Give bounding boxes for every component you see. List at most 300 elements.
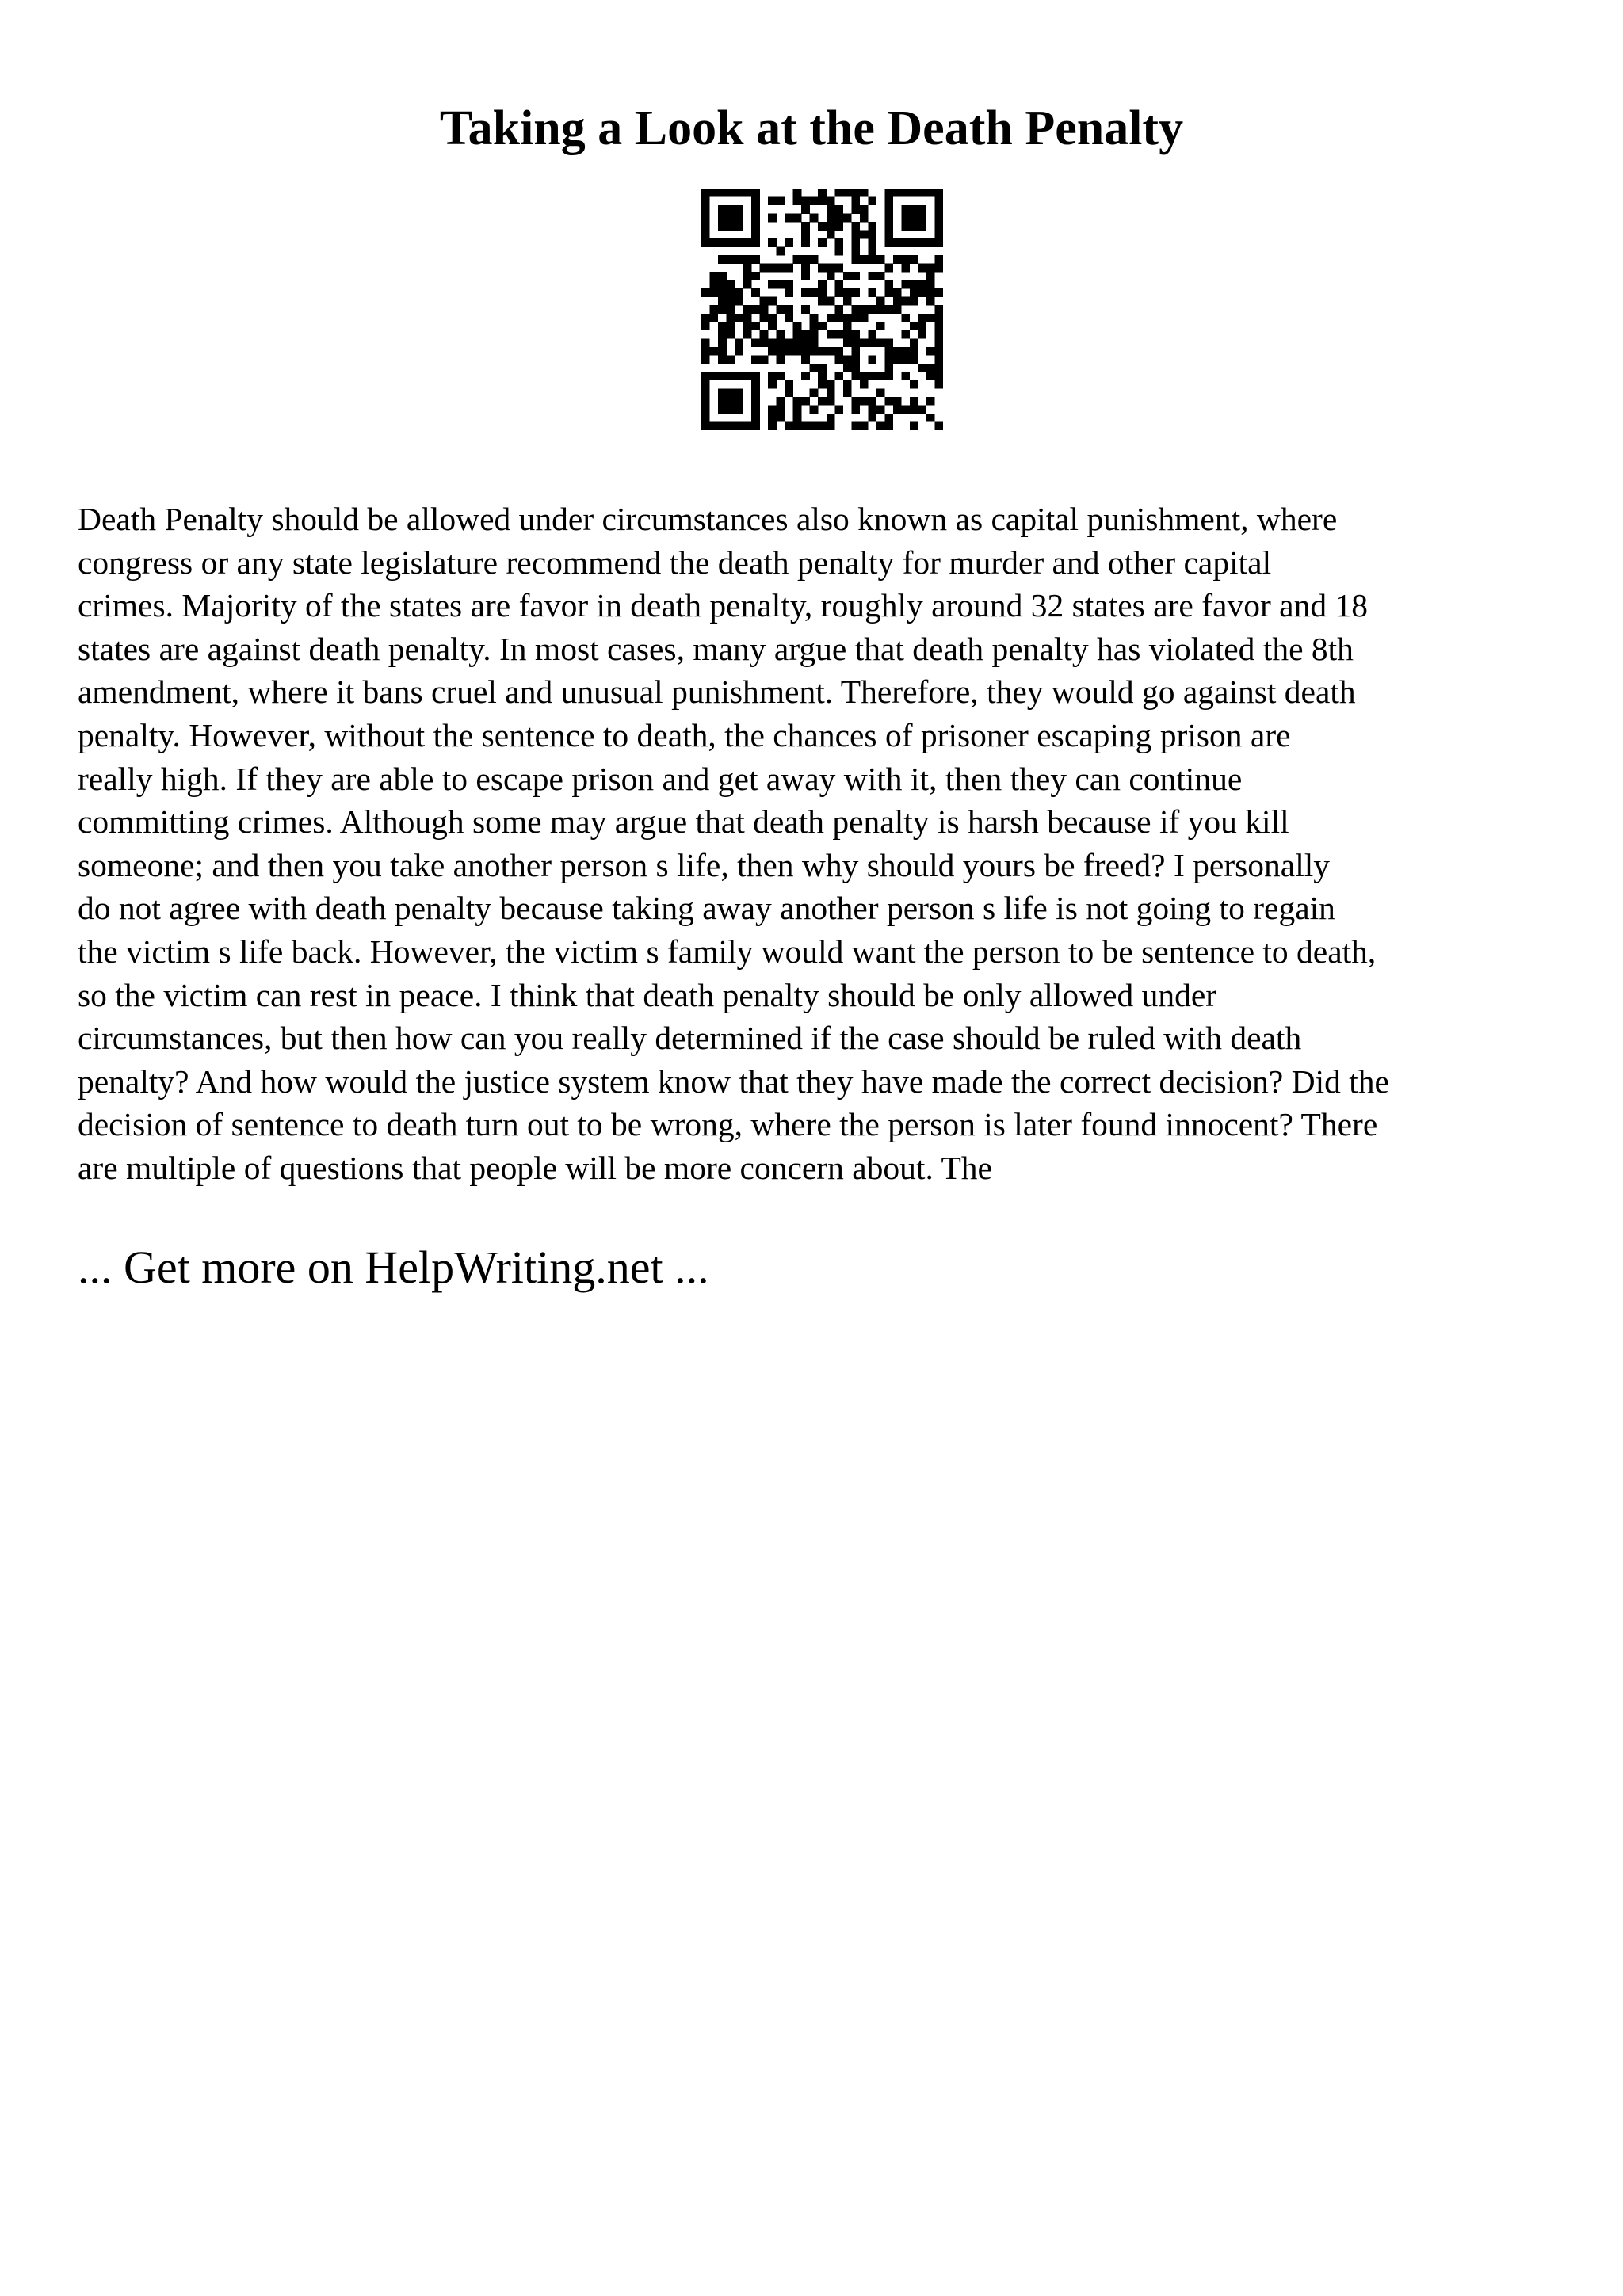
qr-module — [793, 189, 802, 197]
qr-module — [860, 397, 869, 406]
qr-module — [918, 330, 926, 339]
qr-module — [793, 214, 802, 223]
qr-module — [735, 297, 743, 306]
qr-module — [818, 322, 827, 330]
qr-module — [910, 222, 918, 231]
qr-module — [876, 255, 885, 264]
qr-module — [743, 255, 752, 264]
qr-module — [810, 214, 819, 223]
qr-module — [934, 231, 943, 239]
qr-module — [710, 280, 719, 289]
qr-module — [818, 364, 827, 372]
qr-module — [893, 288, 902, 297]
qr-module — [860, 338, 869, 347]
qr-module — [785, 305, 793, 314]
qr-module — [801, 347, 810, 356]
qr-module — [868, 231, 876, 239]
qr-module — [893, 397, 902, 406]
qr-module — [727, 280, 735, 289]
qr-module — [751, 405, 760, 414]
qr-module — [876, 338, 885, 347]
qr-module — [810, 288, 819, 297]
qr-module — [918, 264, 926, 273]
qr-module — [793, 338, 802, 347]
qr-module — [735, 372, 743, 380]
qr-module — [834, 305, 843, 314]
qr-module — [727, 397, 735, 406]
qr-module — [860, 205, 869, 214]
qr-module — [910, 405, 918, 414]
qr-module — [710, 347, 719, 356]
qr-module — [934, 421, 943, 430]
qr-module — [851, 364, 860, 372]
body-line: penalty. However, without the sentence to death, the chances of prisoner escaping prison are — [78, 716, 1291, 753]
qr-module — [860, 305, 869, 314]
qr-module — [801, 272, 810, 280]
qr-module — [893, 238, 902, 247]
qr-module — [751, 288, 760, 297]
body-line: the victim s life back. However, the victim s family would want the person to be sentence to death, — [78, 933, 1377, 970]
body-line: amendment, where it bans cruel and unusual punishment. Therefore, they would go against death — [78, 673, 1356, 711]
qr-module — [934, 189, 943, 197]
qr-module — [868, 272, 876, 280]
qr-module — [801, 264, 810, 273]
qr-module — [827, 297, 835, 306]
qr-module — [701, 414, 710, 422]
qr-module — [735, 288, 743, 297]
qr-module — [743, 305, 752, 314]
qr-module — [827, 197, 835, 206]
qr-module — [901, 297, 910, 306]
qr-module — [893, 355, 902, 364]
qr-module — [851, 372, 860, 380]
qr-module — [926, 414, 935, 422]
qr-module — [851, 231, 860, 239]
qr-module — [934, 314, 943, 322]
qr-module — [760, 305, 769, 314]
qr-module — [934, 255, 943, 264]
qr-module — [760, 338, 769, 347]
qr-module — [926, 238, 935, 247]
qr-module — [743, 314, 752, 322]
qr-module — [926, 397, 935, 406]
qr-module — [768, 405, 777, 414]
qr-module — [851, 238, 860, 247]
qr-module — [934, 330, 943, 339]
qr-module — [718, 255, 727, 264]
qr-module — [718, 288, 727, 297]
qr-module — [843, 322, 852, 330]
qr-module — [926, 264, 935, 273]
qr-module — [785, 388, 793, 397]
qr-module — [934, 338, 943, 347]
qr-module — [751, 372, 760, 380]
qr-module — [718, 421, 727, 430]
qr-module — [827, 347, 835, 356]
qr-module — [868, 338, 876, 347]
qr-module — [818, 347, 827, 356]
qr-module — [768, 238, 777, 247]
qr-module — [801, 238, 810, 247]
qr-module — [934, 380, 943, 389]
qr-module — [918, 214, 926, 223]
qr-module — [801, 330, 810, 339]
qr-module — [793, 197, 802, 206]
body-line: are multiple of questions that people will be more concern about. The — [78, 1149, 992, 1186]
qr-module — [876, 305, 885, 314]
qr-module — [834, 330, 843, 339]
qr-module — [884, 372, 893, 380]
qr-module — [751, 380, 760, 389]
qr-module — [810, 388, 819, 397]
qr-module — [727, 222, 735, 231]
qr-module — [827, 397, 835, 406]
qr-module — [793, 255, 802, 264]
body-paragraph — [78, 498, 1560, 1190]
qr-module — [793, 414, 802, 422]
qr-module — [727, 372, 735, 380]
qr-module — [843, 330, 852, 339]
qr-module — [727, 388, 735, 397]
qr-module — [727, 255, 735, 264]
qr-module — [884, 414, 893, 422]
qr-module — [926, 314, 935, 322]
qr-module — [834, 288, 843, 297]
qr-module — [851, 272, 860, 280]
qr-module — [801, 372, 810, 380]
qr-module — [701, 197, 710, 206]
qr-module — [884, 280, 893, 289]
body-line: crimes. Majority of the states are favor in death penalty, roughly around 32 states are favor and 18 — [78, 587, 1368, 624]
qr-module — [701, 338, 710, 347]
qr-module — [868, 238, 876, 247]
qr-module — [884, 205, 893, 214]
qr-module — [884, 231, 893, 239]
qr-module — [901, 355, 910, 364]
qr-module — [818, 189, 827, 197]
qr-module — [893, 347, 902, 356]
qr-module — [718, 214, 727, 223]
qr-module — [827, 330, 835, 339]
qr-module — [768, 264, 777, 273]
qr-module — [718, 322, 727, 330]
qr-module — [868, 197, 876, 206]
qr-module — [768, 414, 777, 422]
qr-module — [727, 330, 735, 339]
qr-module — [851, 205, 860, 214]
qr-module — [810, 405, 819, 414]
qr-module — [701, 405, 710, 414]
qr-module — [834, 314, 843, 322]
qr-module — [818, 280, 827, 289]
qr-module — [926, 347, 935, 356]
body-line: do not agree with death penalty because taking away another person s life is not going to regain — [78, 890, 1335, 927]
qr-module — [768, 421, 777, 430]
qr-module — [884, 189, 893, 197]
qr-module — [801, 255, 810, 264]
qr-module — [785, 421, 793, 430]
qr-module — [818, 372, 827, 380]
qr-module — [918, 280, 926, 289]
qr-module — [884, 264, 893, 273]
qr-module — [793, 330, 802, 339]
qr-module — [934, 238, 943, 247]
qr-module — [843, 364, 852, 372]
qr-module — [768, 372, 777, 380]
qr-module — [751, 238, 760, 247]
qr-module — [743, 322, 752, 330]
qr-module — [860, 314, 869, 322]
qr-module — [876, 297, 885, 306]
qr-module — [818, 238, 827, 247]
qr-module — [818, 197, 827, 206]
qr-module — [901, 214, 910, 223]
qr-module — [884, 364, 893, 372]
qr-module — [727, 238, 735, 247]
qr-module — [718, 397, 727, 406]
qr-module — [735, 347, 743, 356]
qr-module — [851, 405, 860, 414]
body-line: so the victim can rest in peace. I think that death penalty should be only allowed under — [78, 976, 1217, 1013]
body-line: penalty? And how would the justice system know that they have made the correct decision? Did the — [78, 1062, 1389, 1100]
body-line: committing crimes. Although some may argue that death penalty is harsh because if you kill — [78, 803, 1289, 841]
qr-module — [934, 214, 943, 223]
qr-module — [918, 205, 926, 214]
qr-module — [918, 314, 926, 322]
qr-module — [735, 255, 743, 264]
qr-module — [718, 330, 727, 339]
qr-module — [751, 414, 760, 422]
qr-module — [751, 197, 760, 206]
qr-module — [810, 255, 819, 264]
qr-module — [934, 222, 943, 231]
qr-module — [834, 355, 843, 364]
qr-module — [743, 238, 752, 247]
qr-module — [710, 372, 719, 380]
qr-module — [827, 414, 835, 422]
qr-module — [751, 305, 760, 314]
qr-module — [727, 314, 735, 322]
qr-module — [751, 388, 760, 397]
qr-module — [910, 214, 918, 223]
qr-module — [727, 405, 735, 414]
qr-module — [934, 305, 943, 314]
qr-module — [851, 338, 860, 347]
qr-module — [785, 347, 793, 356]
body-line: someone; and then you take another person s life, then why should yours be freed? I personally — [78, 846, 1331, 883]
qr-module — [751, 255, 760, 264]
qr-module — [785, 264, 793, 273]
qr-module — [751, 231, 760, 239]
qr-module — [701, 189, 710, 197]
qr-module — [827, 380, 835, 389]
body-line: circumstances, but then how can you really determined if the case should be ruled with death — [78, 1020, 1302, 1057]
qr-module — [727, 305, 735, 314]
qr-module — [801, 421, 810, 430]
qr-module — [751, 189, 760, 197]
qr-module — [727, 355, 735, 364]
qr-module — [918, 222, 926, 231]
qr-module — [868, 330, 876, 339]
qr-module — [701, 347, 710, 356]
qr-module — [827, 272, 835, 280]
qr-module — [934, 322, 943, 330]
qr-module — [834, 280, 843, 289]
qr-module — [868, 372, 876, 380]
qr-module — [868, 247, 876, 256]
body-line: congress or any state legislature recommend the death penalty for murder and other capital — [78, 543, 1272, 581]
qr-module — [793, 322, 802, 330]
qr-module — [743, 264, 752, 273]
body-line: states are against death penalty. In most cases, many argue that death penalty has violated the 8th — [78, 630, 1354, 667]
qr-module — [910, 297, 918, 306]
qr-module — [768, 380, 777, 389]
qr-module — [851, 247, 860, 256]
qr-module — [827, 264, 835, 273]
qr-module — [768, 338, 777, 347]
qr-module — [901, 330, 910, 339]
qr-module — [926, 364, 935, 372]
qr-module — [768, 297, 777, 306]
qr-module — [860, 189, 869, 197]
qr-module — [851, 288, 860, 297]
qr-module — [810, 197, 819, 206]
qr-module — [718, 297, 727, 306]
qr-module — [785, 280, 793, 289]
qr-module — [860, 421, 869, 430]
qr-module — [934, 355, 943, 364]
qr-module — [827, 421, 835, 430]
qr-module — [793, 397, 802, 406]
qr-module — [926, 280, 935, 289]
qr-module — [876, 322, 885, 330]
qr-module — [851, 314, 860, 322]
qr-module — [701, 322, 710, 330]
qr-module — [868, 414, 876, 422]
qr-module — [785, 314, 793, 322]
qr-module — [810, 364, 819, 372]
qr-module — [868, 255, 876, 264]
qr-module — [934, 364, 943, 372]
qr-module — [810, 314, 819, 322]
qr-module — [810, 322, 819, 330]
qr-module — [851, 347, 860, 356]
qr-module — [777, 280, 785, 289]
qr-module — [843, 355, 852, 364]
qr-module — [801, 355, 810, 364]
qr-module — [893, 297, 902, 306]
qr-module — [926, 297, 935, 306]
qr-module — [910, 205, 918, 214]
qr-module — [751, 214, 760, 223]
qr-module — [884, 355, 893, 364]
qr-module — [818, 380, 827, 389]
qr-module — [718, 388, 727, 397]
more-link[interactable]: ... Get more on HelpWriting.net ... — [78, 1241, 709, 1293]
qr-module — [910, 255, 918, 264]
qr-module — [710, 189, 719, 197]
qr-module — [901, 372, 910, 380]
qr-module — [777, 338, 785, 347]
qr-module — [910, 189, 918, 197]
qr-module — [918, 288, 926, 297]
qr-module — [860, 372, 869, 380]
qr-module — [743, 421, 752, 430]
qr-module — [718, 355, 727, 364]
qr-module — [851, 397, 860, 406]
qr-module — [777, 330, 785, 339]
qr-module — [834, 347, 843, 356]
qr-module — [727, 214, 735, 223]
qr-module — [901, 280, 910, 289]
qr-module — [718, 280, 727, 289]
qr-module — [727, 288, 735, 297]
qr-module — [718, 238, 727, 247]
qr-module — [934, 205, 943, 214]
qr-module — [834, 222, 843, 231]
qr-module — [851, 305, 860, 314]
qr-module — [910, 322, 918, 330]
qr-module — [818, 288, 827, 297]
qr-module — [810, 347, 819, 356]
qr-module — [843, 380, 852, 389]
qr-module — [818, 297, 827, 306]
qr-module — [701, 214, 710, 223]
qr-module — [801, 197, 810, 206]
qr-module — [884, 288, 893, 297]
qr-module — [918, 405, 926, 414]
qr-module — [843, 189, 852, 197]
qr-module — [727, 297, 735, 306]
qr-module — [860, 255, 869, 264]
qr-module — [727, 205, 735, 214]
qr-module — [735, 189, 743, 197]
qr-module — [827, 388, 835, 397]
qr-module — [901, 255, 910, 264]
qr-module — [834, 238, 843, 247]
qr-module — [701, 314, 710, 322]
qr-module — [810, 338, 819, 347]
qr-module — [801, 397, 810, 406]
qr-module — [834, 247, 843, 256]
qr-module — [785, 288, 793, 297]
qr-module — [910, 380, 918, 389]
qr-module — [910, 238, 918, 247]
qr-module — [834, 189, 843, 197]
qr-module — [735, 314, 743, 322]
qr-module — [851, 421, 860, 430]
qr-module — [718, 305, 727, 314]
qr-module — [934, 288, 943, 297]
qr-module — [893, 255, 902, 264]
qr-module — [701, 421, 710, 430]
qr-module — [843, 272, 852, 280]
qr-module — [884, 421, 893, 430]
qr-module — [901, 405, 910, 414]
qr-module — [777, 397, 785, 406]
qr-module — [735, 205, 743, 214]
qr-module — [834, 405, 843, 414]
qr-module — [710, 272, 719, 280]
qr-module — [868, 305, 876, 314]
qr-module — [760, 330, 769, 339]
qr-module — [901, 222, 910, 231]
qr-module — [934, 372, 943, 380]
qr-module — [768, 322, 777, 330]
qr-module — [785, 338, 793, 347]
qr-module — [777, 414, 785, 422]
qr-module — [751, 355, 760, 364]
